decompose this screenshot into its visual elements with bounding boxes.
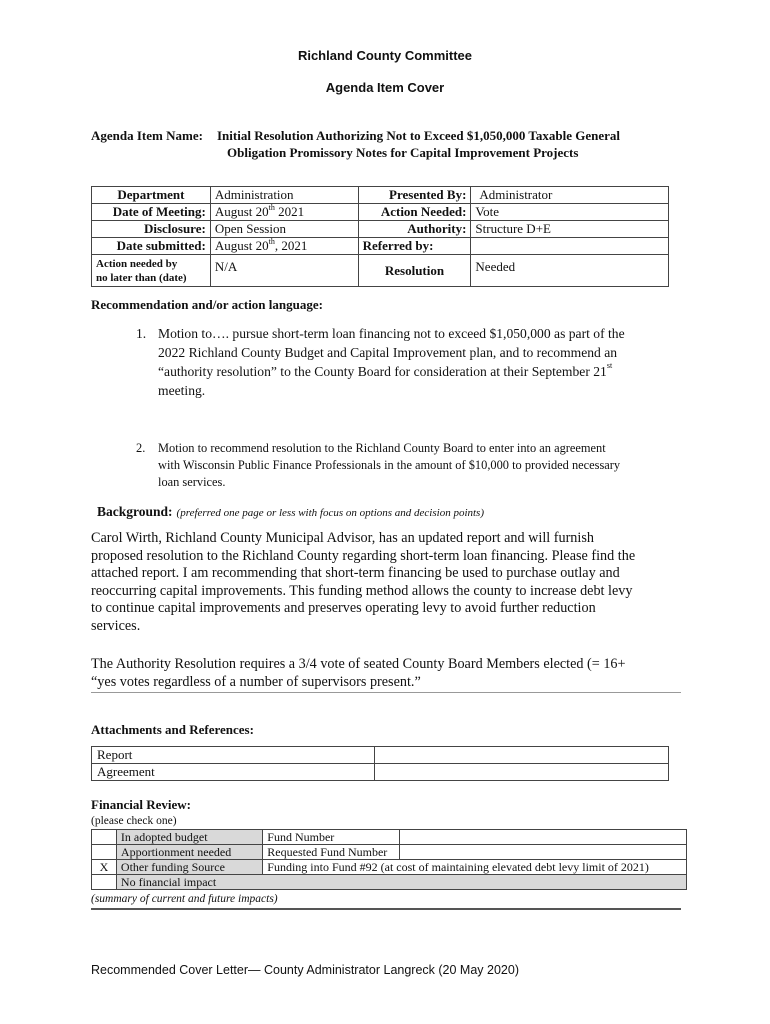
background-paragraph-1: Carol Wirth, Richland County Municipal Advisor, has an updated report and will furnish proposed resolution to the Richland County regarding short-term loan financing. Please find the attached report. I am recommending that short-term financing be used to purchase outlay and reoccurring capital improvements. This funding method allows the county to increase debt levy to continue capital improvements and preserves operating levy to avoid further reduction services. <box>91 530 636 634</box>
funding-source-description: Funding into Fund #92 (at cost of maintaining elevated debt levy limit of 2021) <box>263 860 687 875</box>
referred-by-value <box>471 238 669 255</box>
section-divider <box>91 692 681 693</box>
date-submitted-label: Date submitted: <box>92 238 211 255</box>
financial-review-table <box>91 829 687 890</box>
action-deadline-label: Action needed by no later than (date) <box>92 255 211 287</box>
table-row <box>92 187 669 204</box>
table-row <box>92 830 687 845</box>
attachment-report-notes <box>374 747 668 764</box>
table-row <box>92 875 687 890</box>
authority-label: Authority: <box>358 221 471 238</box>
motion-2-text: Motion to recommend resolution to the Richland County Board to enter into an agreement with Wisconsin Public Finance Professionals in the amount of $10,000 to provided necessary loan services. <box>158 441 621 489</box>
table-row <box>92 860 687 875</box>
financial-review-heading: Financial Review: <box>91 797 192 812</box>
check-cell[interactable]: X <box>92 860 117 875</box>
financial-review-instruction: (please check one) <box>91 815 177 827</box>
table-row <box>92 238 669 255</box>
agenda-info-table <box>91 186 669 287</box>
requested-fund-number-value <box>400 845 687 860</box>
presented-by-label: Presented By: <box>358 187 471 204</box>
requested-fund-number-label: Requested Fund Number <box>263 845 400 860</box>
fund-number-label: Fund Number <box>263 830 400 845</box>
check-cell[interactable] <box>92 875 117 890</box>
referred-by-label: Referred by: <box>358 238 471 255</box>
presented-by-value: Administrator <box>471 187 669 204</box>
table-row <box>92 204 669 221</box>
attachments-table <box>91 746 669 781</box>
motion-1-text: Motion to…. pursue short-term loan financing not to exceed $1,050,000 as part of the 2022 Richland County Budget and Capital Improvement plan, and to recommend an “authority resolution” to the County Board for consideration at their September 21st meeting. <box>158 326 625 398</box>
recommendation-heading: Recommendation and/or action language: <box>91 297 323 312</box>
attachment-agreement: Agreement <box>92 764 375 781</box>
check-cell[interactable] <box>92 830 117 845</box>
agenda-item-name-line1: Initial Resolution Authorizing Not to Exceed $1,050,000 Taxable General <box>217 128 621 143</box>
attachment-report: Report <box>92 747 375 764</box>
fund-number-value <box>400 830 687 845</box>
table-row <box>92 845 687 860</box>
department-value: Administration <box>210 187 358 204</box>
document-title: Richland County Committee <box>297 48 473 63</box>
authority-value: Structure D+E <box>471 221 669 238</box>
action-needed-label: Action Needed: <box>358 204 471 221</box>
table-row <box>92 255 669 287</box>
action-needed-value: Vote <box>471 204 669 221</box>
motion-1-number: 1. <box>136 326 147 341</box>
table-row <box>92 764 669 781</box>
department-label: Department <box>92 187 211 204</box>
date-of-meeting-value: August 20th 2021 <box>210 204 358 221</box>
table-row <box>92 747 669 764</box>
agenda-item-name-line2: Obligation Promissory Notes for Capital Improvement Projects <box>227 145 579 160</box>
financial-summary-note: (summary of current and future impacts) <box>91 893 278 905</box>
resolution-label: Resolution <box>358 255 471 287</box>
action-deadline-value: N/A <box>210 255 358 287</box>
check-cell[interactable] <box>92 845 117 860</box>
option-apportionment-needed: Apportionment needed <box>116 845 262 860</box>
table-row <box>92 221 669 238</box>
option-in-adopted-budget: In adopted budget <box>116 830 262 845</box>
option-other-funding-source: Other funding Source <box>116 860 262 875</box>
page-footer: Recommended Cover Letter— County Administrator Langreck (20 May 2020) <box>91 963 519 977</box>
section-divider <box>91 908 681 910</box>
background-heading: Background: (preferred one page or less with focus on options and decision points) <box>97 504 484 519</box>
date-of-meeting-label: Date of Meeting: <box>92 204 211 221</box>
option-no-financial-impact: No financial impact <box>116 875 686 890</box>
background-paragraph-2: The Authority Resolution requires a 3/4 vote of seated County Board Members elected (= 16+ “yes votes regardless of a number of supervisors present.” <box>91 656 626 690</box>
disclosure-value: Open Session <box>210 221 358 238</box>
document-subtitle: Agenda Item Cover <box>325 80 445 95</box>
motion-2-number: 2. <box>136 441 146 455</box>
date-submitted-value: August 20th, 2021 <box>210 238 358 255</box>
resolution-value: Needed <box>471 255 669 287</box>
attachment-agreement-notes <box>374 764 668 781</box>
agenda-item-name-label: Agenda Item Name: <box>91 128 203 143</box>
attachments-heading: Attachments and References: <box>91 722 254 737</box>
disclosure-label: Disclosure: <box>92 221 211 238</box>
